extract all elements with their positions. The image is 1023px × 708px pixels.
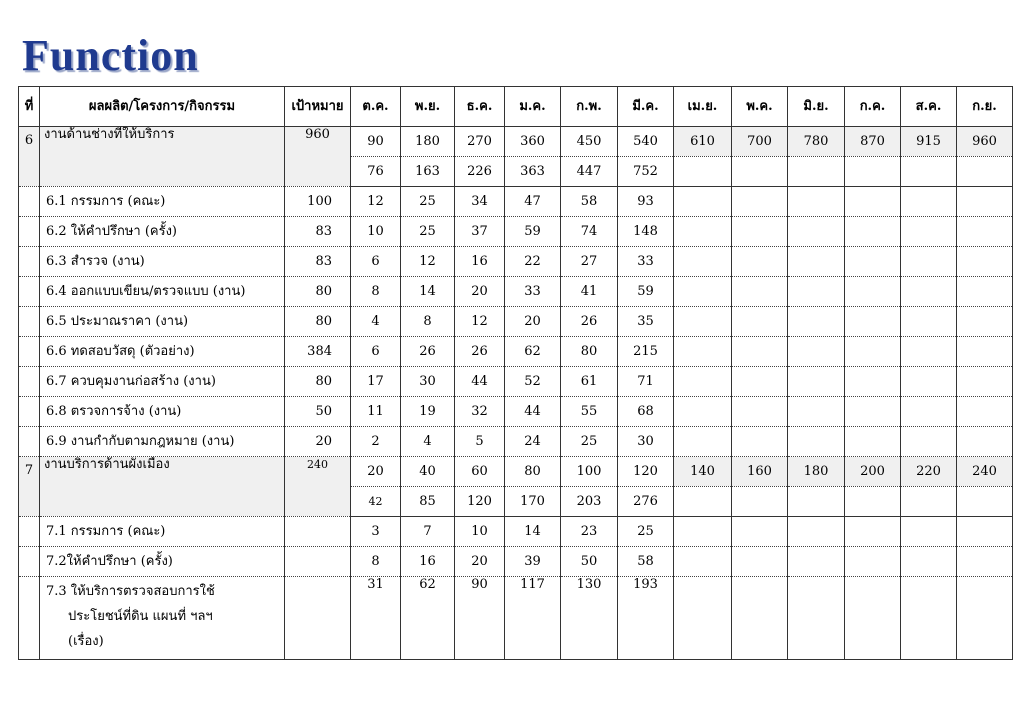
- value-cell: [732, 547, 788, 577]
- plan-cell: 90: [351, 127, 401, 157]
- value-cell: 26: [455, 337, 505, 367]
- item-target: 20: [285, 427, 351, 457]
- value-cell: [788, 547, 845, 577]
- table-row: [19, 217, 1013, 247]
- value-cell: [674, 217, 732, 247]
- actual-cell: 363: [505, 157, 561, 187]
- value-cell: [674, 307, 732, 337]
- value-cell: 32: [455, 397, 505, 427]
- item-name: 7.1 กรรมการ (คณะ): [40, 517, 285, 547]
- value-cell: 39: [505, 547, 561, 577]
- value-cell: [732, 517, 788, 547]
- value-cell: 62: [505, 337, 561, 367]
- item-name: 6.3 สำรวจ (งาน): [40, 247, 285, 277]
- value-cell: 26: [401, 337, 455, 367]
- value-cell: [732, 277, 788, 307]
- value-cell: [957, 307, 1013, 337]
- value-cell: [788, 427, 845, 457]
- value-cell: 61: [561, 367, 618, 397]
- item-name-line: 7.3 ให้บริการตรวจสอบการใช้: [46, 584, 215, 599]
- actual-cell: 447: [561, 157, 618, 187]
- item-target: [285, 547, 351, 577]
- value-cell: [957, 187, 1013, 217]
- item-name: 6.2 ให้คำปรึกษา (ครั้ง): [40, 217, 285, 247]
- value-cell: 11: [351, 397, 401, 427]
- value-cell: [957, 577, 1013, 660]
- value-cell: [957, 247, 1013, 277]
- table-header-row: [19, 87, 1013, 127]
- section-name: งานบริการด้านผังเมือง: [40, 457, 285, 517]
- value-cell: 17: [351, 367, 401, 397]
- value-cell: [674, 517, 732, 547]
- item-target: 50: [285, 397, 351, 427]
- item-name: [40, 577, 285, 660]
- row-no-cell: [19, 397, 40, 427]
- item-name-line: (เรื่อง): [68, 634, 104, 649]
- value-cell: [788, 397, 845, 427]
- header-month: ธ.ค.: [455, 87, 505, 127]
- value-cell: [788, 217, 845, 247]
- value-cell: 47: [505, 187, 561, 217]
- actual-cell: 42: [351, 487, 401, 517]
- value-cell: 30: [401, 367, 455, 397]
- value-cell: [674, 367, 732, 397]
- item-target: [285, 577, 351, 660]
- value-cell: [788, 277, 845, 307]
- value-cell: 117: [505, 577, 561, 660]
- value-cell: [845, 307, 901, 337]
- item-name: 6.5 ประมาณราคา (งาน): [40, 307, 285, 337]
- value-cell: 44: [455, 367, 505, 397]
- value-cell: 52: [505, 367, 561, 397]
- value-cell: [845, 337, 901, 367]
- actual-cell: 752: [618, 157, 674, 187]
- value-cell: 25: [561, 427, 618, 457]
- value-cell: [957, 427, 1013, 457]
- section-name: งานด้านช่างที่ให้บริการ: [40, 127, 285, 187]
- value-cell: 8: [351, 547, 401, 577]
- value-cell: [901, 397, 957, 427]
- value-cell: 74: [561, 217, 618, 247]
- table-row: [19, 307, 1013, 337]
- header-month: ก.พ.: [561, 87, 618, 127]
- item-target: 83: [285, 247, 351, 277]
- actual-cell: [732, 157, 788, 187]
- section-target: 240: [285, 457, 351, 517]
- value-cell: [901, 217, 957, 247]
- value-cell: [957, 337, 1013, 367]
- value-cell: 50: [561, 547, 618, 577]
- item-target: 80: [285, 367, 351, 397]
- section-no: 7: [19, 457, 40, 517]
- value-cell: [845, 187, 901, 217]
- table-row: [19, 427, 1013, 457]
- value-cell: 16: [401, 547, 455, 577]
- value-cell: 25: [401, 217, 455, 247]
- header-month: มี.ค.: [618, 87, 674, 127]
- plan-cell: 180: [401, 127, 455, 157]
- value-cell: [732, 577, 788, 660]
- header-no: ที่: [19, 87, 40, 127]
- table-row: [19, 127, 1013, 157]
- value-cell: [732, 367, 788, 397]
- plan-cell: 180: [788, 457, 845, 487]
- row-no-cell: [19, 247, 40, 277]
- actual-cell: 203: [561, 487, 618, 517]
- value-cell: 130: [561, 577, 618, 660]
- actual-cell: [845, 487, 901, 517]
- value-cell: 93: [618, 187, 674, 217]
- value-cell: [674, 547, 732, 577]
- table-row: [19, 517, 1013, 547]
- header-month: พ.ย.: [401, 87, 455, 127]
- value-cell: [732, 427, 788, 457]
- plan-cell: 80: [505, 457, 561, 487]
- actual-cell: 163: [401, 157, 455, 187]
- header-month: ก.ย.: [957, 87, 1013, 127]
- plan-cell: 60: [455, 457, 505, 487]
- plan-cell: 100: [561, 457, 618, 487]
- value-cell: [901, 547, 957, 577]
- value-cell: 3: [351, 517, 401, 547]
- value-cell: [845, 397, 901, 427]
- header-month: ม.ค.: [505, 87, 561, 127]
- row-no-cell: [19, 547, 40, 577]
- value-cell: [732, 397, 788, 427]
- row-no-cell: [19, 367, 40, 397]
- item-target: 384: [285, 337, 351, 367]
- plan-cell: 220: [901, 457, 957, 487]
- value-cell: 20: [455, 277, 505, 307]
- table-row: [19, 367, 1013, 397]
- header-month: ส.ค.: [901, 87, 957, 127]
- table-row: [19, 577, 1013, 660]
- actual-cell: [957, 487, 1013, 517]
- row-no-cell: [19, 517, 40, 547]
- value-cell: 68: [618, 397, 674, 427]
- item-target: 83: [285, 217, 351, 247]
- value-cell: 27: [561, 247, 618, 277]
- table-row: [19, 397, 1013, 427]
- value-cell: 90: [455, 577, 505, 660]
- item-name: 6.7 ควบคุมงานก่อสร้าง (งาน): [40, 367, 285, 397]
- plan-cell: 780: [788, 127, 845, 157]
- actual-cell: 276: [618, 487, 674, 517]
- value-cell: [732, 247, 788, 277]
- value-cell: 4: [401, 427, 455, 457]
- value-cell: [957, 547, 1013, 577]
- row-no-cell: [19, 427, 40, 457]
- value-cell: 20: [455, 547, 505, 577]
- value-cell: 6: [351, 247, 401, 277]
- value-cell: 25: [401, 187, 455, 217]
- plan-cell: 960: [957, 127, 1013, 157]
- value-cell: 8: [351, 277, 401, 307]
- value-cell: [674, 247, 732, 277]
- table-row: [19, 277, 1013, 307]
- actual-cell: [674, 157, 732, 187]
- value-cell: 12: [401, 247, 455, 277]
- value-cell: 58: [561, 187, 618, 217]
- header-item: ผลผลิต/โครงการ/กิจกรรม: [40, 87, 285, 127]
- value-cell: 6: [351, 337, 401, 367]
- value-cell: 55: [561, 397, 618, 427]
- plan-cell: 915: [901, 127, 957, 157]
- actual-cell: [957, 157, 1013, 187]
- value-cell: 10: [455, 517, 505, 547]
- value-cell: 12: [351, 187, 401, 217]
- value-cell: [901, 427, 957, 457]
- value-cell: [674, 427, 732, 457]
- value-cell: [957, 397, 1013, 427]
- value-cell: [901, 307, 957, 337]
- item-name: 6.1 กรรมการ (คณะ): [40, 187, 285, 217]
- value-cell: 59: [505, 217, 561, 247]
- item-name: 6.4 ออกแบบเขียน/ตรวจแบบ (งาน): [40, 277, 285, 307]
- value-cell: 25: [618, 517, 674, 547]
- value-cell: 31: [351, 577, 401, 660]
- value-cell: 14: [401, 277, 455, 307]
- actual-cell: 76: [351, 157, 401, 187]
- actual-cell: [845, 157, 901, 187]
- value-cell: [732, 217, 788, 247]
- table-row: [19, 547, 1013, 577]
- value-cell: [901, 277, 957, 307]
- value-cell: 35: [618, 307, 674, 337]
- table-row: [19, 187, 1013, 217]
- actual-cell: [788, 157, 845, 187]
- plan-cell: 450: [561, 127, 618, 157]
- plan-cell: 540: [618, 127, 674, 157]
- value-cell: 8: [401, 307, 455, 337]
- value-cell: [901, 367, 957, 397]
- value-cell: 58: [618, 547, 674, 577]
- value-cell: 41: [561, 277, 618, 307]
- value-cell: [788, 247, 845, 277]
- plan-cell: 270: [455, 127, 505, 157]
- value-cell: 5: [455, 427, 505, 457]
- value-cell: 2: [351, 427, 401, 457]
- value-cell: [674, 577, 732, 660]
- row-no-cell: [19, 337, 40, 367]
- header-target: เป้าหมาย: [285, 87, 351, 127]
- plan-cell: 700: [732, 127, 788, 157]
- actual-cell: 170: [505, 487, 561, 517]
- value-cell: 22: [505, 247, 561, 277]
- header-month: ต.ค.: [351, 87, 401, 127]
- value-cell: 24: [505, 427, 561, 457]
- value-cell: [732, 307, 788, 337]
- value-cell: [901, 337, 957, 367]
- row-no-cell: [19, 577, 40, 660]
- value-cell: [901, 577, 957, 660]
- value-cell: 148: [618, 217, 674, 247]
- item-target: 100: [285, 187, 351, 217]
- actual-cell: [788, 487, 845, 517]
- value-cell: 59: [618, 277, 674, 307]
- value-cell: [788, 187, 845, 217]
- actual-cell: [901, 487, 957, 517]
- value-cell: [674, 187, 732, 217]
- value-cell: 4: [351, 307, 401, 337]
- value-cell: 19: [401, 397, 455, 427]
- item-target: 80: [285, 277, 351, 307]
- actual-cell: [674, 487, 732, 517]
- item-name-line: ประโยชน์ที่ดิน แผนที่ ฯลฯ: [68, 609, 213, 624]
- row-no-cell: [19, 277, 40, 307]
- actual-cell: [732, 487, 788, 517]
- item-target: 80: [285, 307, 351, 337]
- section-no: 6: [19, 127, 40, 187]
- value-cell: 23: [561, 517, 618, 547]
- row-no-cell: [19, 307, 40, 337]
- value-cell: 20: [505, 307, 561, 337]
- value-cell: [788, 337, 845, 367]
- value-cell: [957, 217, 1013, 247]
- actual-cell: 85: [401, 487, 455, 517]
- value-cell: 34: [455, 187, 505, 217]
- table-row: [19, 457, 1013, 487]
- value-cell: 30: [618, 427, 674, 457]
- value-cell: [732, 187, 788, 217]
- value-cell: [788, 367, 845, 397]
- item-name: 6.8 ตรวจการจ้าง (งาน): [40, 397, 285, 427]
- value-cell: [957, 367, 1013, 397]
- value-cell: 62: [401, 577, 455, 660]
- value-cell: [845, 427, 901, 457]
- value-cell: 215: [618, 337, 674, 367]
- value-cell: [845, 247, 901, 277]
- value-cell: 44: [505, 397, 561, 427]
- header-month: เม.ย.: [674, 87, 732, 127]
- value-cell: [957, 517, 1013, 547]
- plan-cell: 40: [401, 457, 455, 487]
- plan-cell: 200: [845, 457, 901, 487]
- value-cell: 80: [561, 337, 618, 367]
- value-cell: [901, 187, 957, 217]
- value-cell: [788, 307, 845, 337]
- value-cell: 10: [351, 217, 401, 247]
- value-cell: [845, 277, 901, 307]
- value-cell: [957, 277, 1013, 307]
- value-cell: [845, 367, 901, 397]
- value-cell: 37: [455, 217, 505, 247]
- value-cell: 16: [455, 247, 505, 277]
- value-cell: [901, 517, 957, 547]
- plan-cell: 160: [732, 457, 788, 487]
- row-no-cell: [19, 217, 40, 247]
- header-month: มิ.ย.: [788, 87, 845, 127]
- section-target: 960: [285, 127, 351, 187]
- item-name: 6.9 งานกำกับตามกฎหมาย (งาน): [40, 427, 285, 457]
- performance-table: [18, 86, 1013, 660]
- value-cell: [788, 577, 845, 660]
- item-target: [285, 517, 351, 547]
- table-row: [19, 337, 1013, 367]
- value-cell: 33: [505, 277, 561, 307]
- header-month: พ.ค.: [732, 87, 788, 127]
- row-no-cell: [19, 187, 40, 217]
- plan-cell: 870: [845, 127, 901, 157]
- plan-cell: 360: [505, 127, 561, 157]
- value-cell: 71: [618, 367, 674, 397]
- plan-cell: 120: [618, 457, 674, 487]
- actual-cell: 226: [455, 157, 505, 187]
- value-cell: 26: [561, 307, 618, 337]
- value-cell: [732, 337, 788, 367]
- plan-cell: 140: [674, 457, 732, 487]
- value-cell: 12: [455, 307, 505, 337]
- plan-cell: 240: [957, 457, 1013, 487]
- value-cell: 33: [618, 247, 674, 277]
- value-cell: 193: [618, 577, 674, 660]
- plan-cell: 610: [674, 127, 732, 157]
- value-cell: [788, 517, 845, 547]
- value-cell: [901, 247, 957, 277]
- plan-cell: 20: [351, 457, 401, 487]
- actual-cell: 120: [455, 487, 505, 517]
- item-name: 6.6 ทดสอบวัสดุ (ตัวอย่าง): [40, 337, 285, 367]
- value-cell: [845, 577, 901, 660]
- table-row: [19, 247, 1013, 277]
- page-title: Function: [22, 31, 199, 80]
- value-cell: [845, 517, 901, 547]
- value-cell: [674, 397, 732, 427]
- actual-cell: [901, 157, 957, 187]
- value-cell: [674, 337, 732, 367]
- value-cell: [845, 217, 901, 247]
- item-name: 7.2ให้คำปรึกษา (ครั้ง): [40, 547, 285, 577]
- value-cell: 7: [401, 517, 455, 547]
- value-cell: [845, 547, 901, 577]
- value-cell: 14: [505, 517, 561, 547]
- value-cell: [674, 277, 732, 307]
- header-month: ก.ค.: [845, 87, 901, 127]
